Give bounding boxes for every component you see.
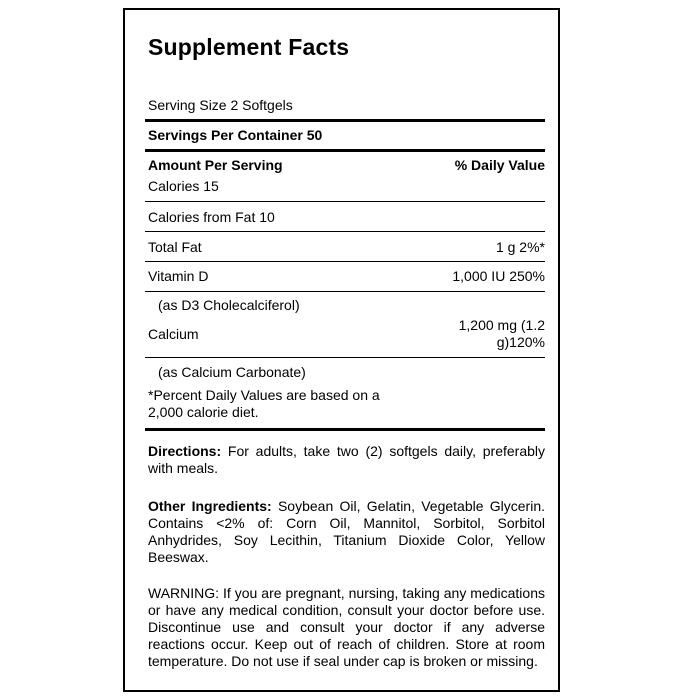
calories-from-fat: Calories from Fat 10 bbox=[148, 209, 275, 225]
divider bbox=[145, 357, 545, 358]
nutrient-name: Total Fat bbox=[148, 239, 202, 255]
nutrient-amount: 1,200 mg (1.2 bbox=[458, 317, 545, 333]
divider bbox=[145, 231, 545, 232]
calories: Calories 15 bbox=[148, 178, 219, 194]
ingredients-text: Soybean Oil, Gelatin, Vegetable Glycerin. Contains <2% of: Corn Oil, Mannitol, Sorbitol, Sorbitol Anhydrides, Soy Lecithin, Titanium Dioxide Color, Yellow Beeswax. bbox=[148, 498, 545, 565]
nutrient-source: (as Calcium Carbonate) bbox=[158, 364, 306, 380]
nutrient-row-vitamin-d bbox=[148, 268, 545, 285]
nutrient-amount: 1,000 IU 250% bbox=[452, 268, 545, 284]
divider bbox=[145, 428, 545, 431]
amount-per-serving-header bbox=[148, 157, 545, 174]
label-content bbox=[145, 10, 545, 690]
daily-value-header: % Daily Value bbox=[454, 157, 545, 173]
nutrient-name: Calcium bbox=[148, 326, 199, 342]
nutrient-amount: 1 g 2%* bbox=[495, 239, 545, 255]
warning-text: WARNING: If you are pregnant, nursing, taking any medications or have any medical condition, consult your doctor before use. Discontinue use and consult your doctor if any adverse reactions occur. Keep out of reach of children. Store at room temperature. Do not use if seal under cap is broken or missing. bbox=[148, 585, 545, 669]
footnote-line-1: *Percent Daily Values are based on a bbox=[148, 387, 380, 403]
nutrient-row-total-fat bbox=[148, 239, 545, 256]
ingredients-label: Other Ingredients: bbox=[148, 498, 272, 514]
divider bbox=[145, 119, 545, 122]
servings-per-container: Servings Per Container 50 bbox=[148, 127, 323, 143]
divider bbox=[145, 261, 545, 262]
divider bbox=[145, 149, 545, 152]
supplement-facts-label bbox=[123, 8, 560, 692]
divider bbox=[145, 201, 545, 202]
nutrient-amount: g)120% bbox=[496, 334, 545, 350]
amount-per-serving-label: Amount Per Serving bbox=[148, 157, 283, 173]
directions-text: For adults, take two (2) softgels daily, preferably with meals. bbox=[148, 443, 545, 476]
serving-size: Serving Size 2 Softgels bbox=[148, 97, 293, 113]
nutrient-name: Vitamin D bbox=[148, 268, 209, 284]
footnote-line-2: 2,000 calorie diet. bbox=[148, 404, 259, 420]
label-title: Supplement Facts bbox=[148, 34, 350, 60]
warning bbox=[148, 585, 545, 670]
directions-label: Directions: bbox=[148, 443, 222, 459]
other-ingredients bbox=[148, 498, 545, 566]
nutrient-source: (as D3 Cholecalciferol) bbox=[158, 297, 300, 313]
divider bbox=[145, 291, 545, 292]
directions bbox=[148, 443, 545, 477]
